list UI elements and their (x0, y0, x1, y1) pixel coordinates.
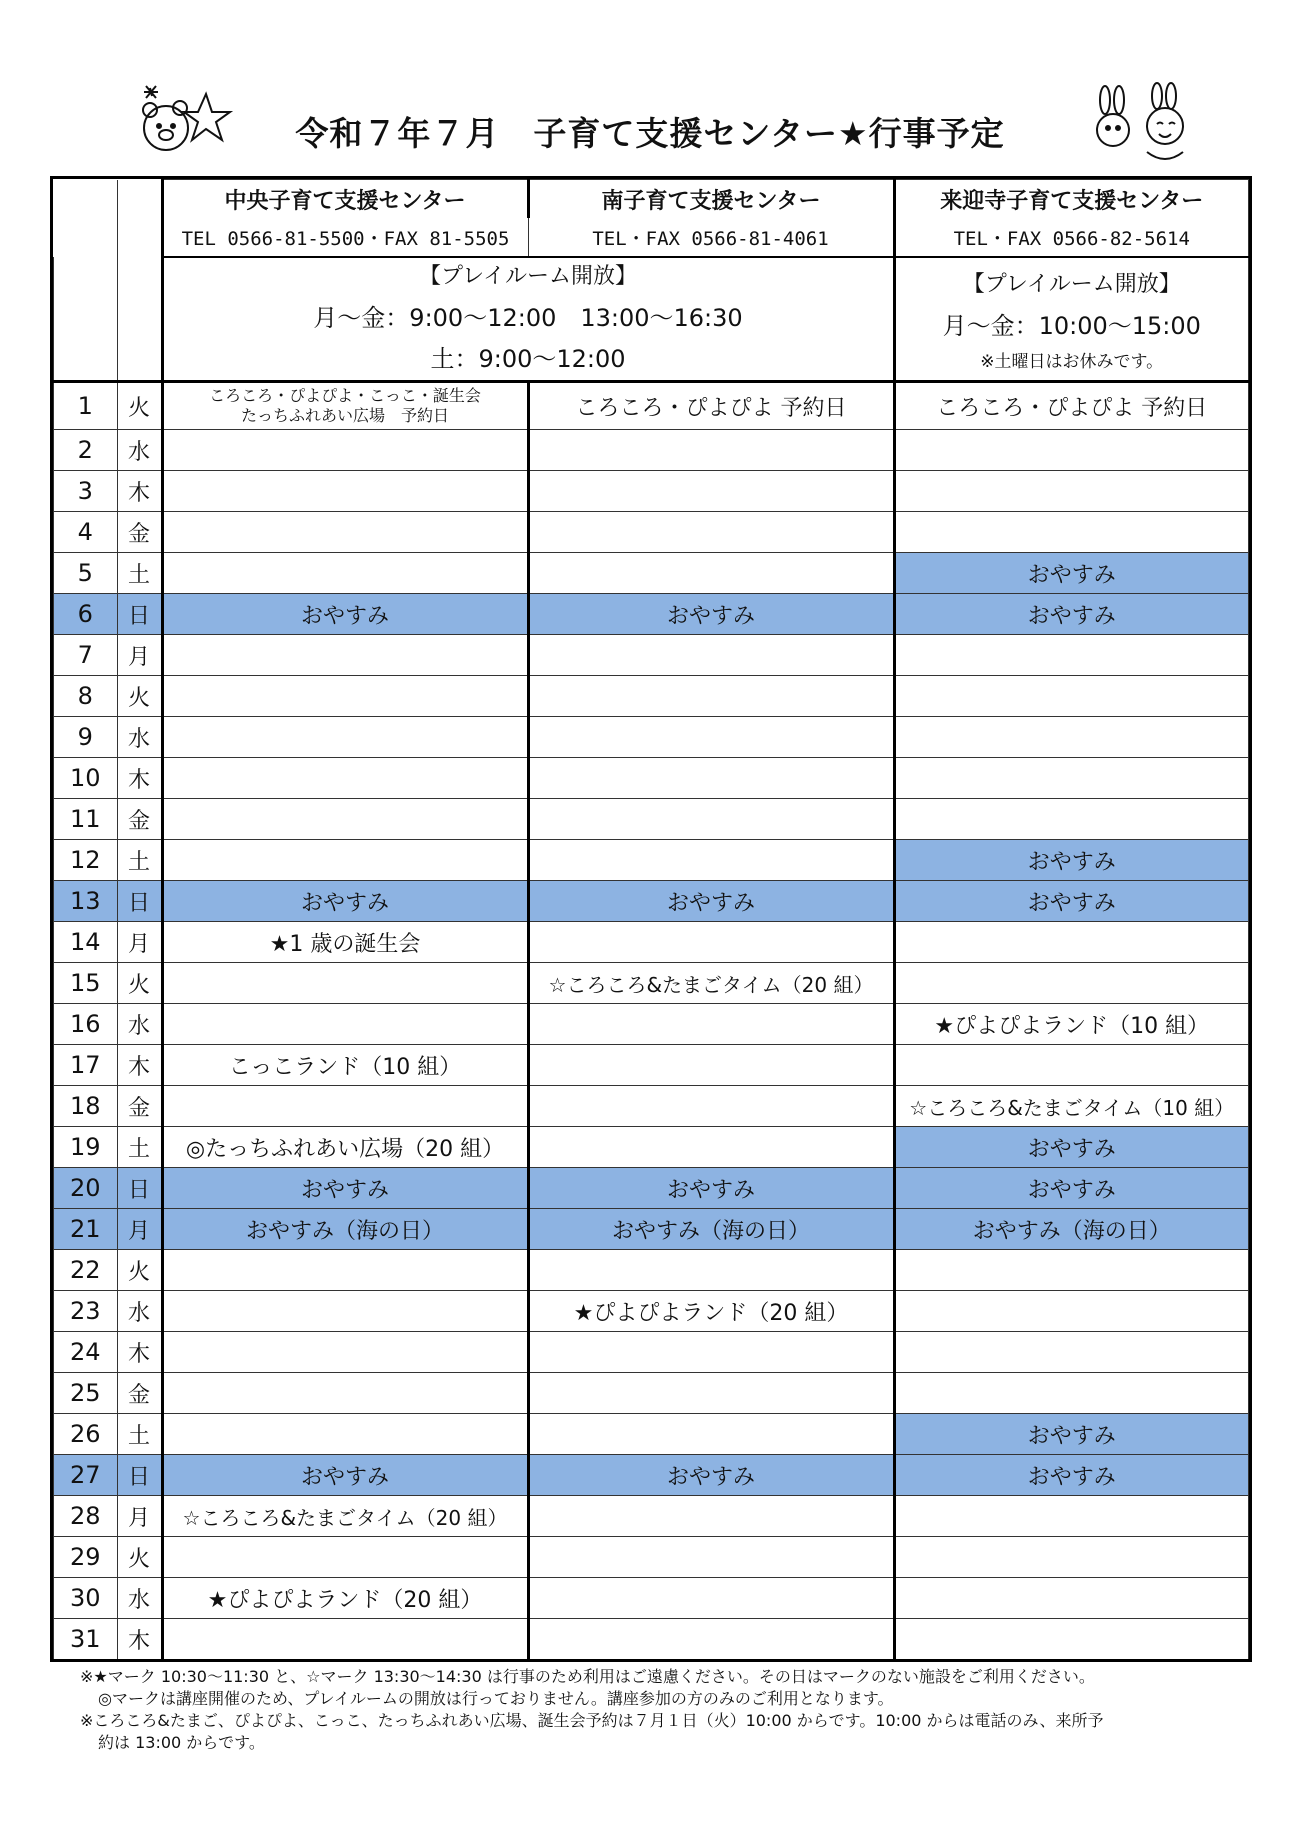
weekday: 日 (117, 1455, 162, 1496)
day-number: 14 (54, 922, 118, 963)
event-minami (528, 635, 894, 676)
event-chuo: ☆ころころ&たまごタイム（20 組） (162, 1496, 528, 1537)
day-row (54, 471, 1249, 512)
day-row (54, 881, 1249, 922)
day-number: 29 (54, 1537, 118, 1578)
event-raigo (894, 717, 1249, 758)
day-row (54, 553, 1249, 594)
event-minami: おやすみ (528, 1168, 894, 1209)
event-raigo: おやすみ (894, 840, 1249, 881)
day-row (54, 635, 1249, 676)
event-chuo: おやすみ (162, 1168, 528, 1209)
day-row (54, 512, 1249, 553)
footnote: 約は 13:00 からです。 (98, 1733, 265, 1752)
day-row (54, 1086, 1249, 1127)
event-chuo (162, 676, 528, 717)
event-raigo: おやすみ (894, 1127, 1249, 1168)
day-row (54, 1209, 1249, 1250)
playroom-weekday-hours: 月～金：9:00～12:00 13:00～16:30 (313, 303, 743, 332)
day-row (54, 1455, 1249, 1496)
day-number: 28 (54, 1496, 118, 1537)
weekday: 木 (117, 1045, 162, 1086)
event-minami (528, 1332, 894, 1373)
event-minami (528, 1086, 894, 1127)
event-raigo: ころころ・ぴよぴよ 予約日 (894, 382, 1249, 430)
day-number: 1 (54, 382, 118, 430)
day-number: 22 (54, 1250, 118, 1291)
playroom-weekday-hours: 月～金：10:00～15:00 (942, 311, 1201, 340)
event-minami (528, 1127, 894, 1168)
weekday: 月 (117, 922, 162, 963)
day-row (54, 382, 1249, 430)
event-minami (528, 430, 894, 471)
rabbits-illustration (1085, 82, 1205, 172)
day-number: 2 (54, 430, 118, 471)
weekday: 火 (117, 382, 162, 430)
event-chuo (162, 1291, 528, 1332)
center-tel-raigo: TEL・FAX 0566-82-5614 (894, 218, 1249, 257)
day-row (54, 676, 1249, 717)
event-minami (528, 553, 894, 594)
day-number: 6 (54, 594, 118, 635)
weekday: 金 (117, 1086, 162, 1127)
day-number: 18 (54, 1086, 118, 1127)
event-raigo: おやすみ (894, 881, 1249, 922)
playroom-note: ※土曜日はお休みです。 (980, 351, 1164, 372)
day-row (54, 1168, 1249, 1209)
page-title: 令和７年７月 子育て支援センター★行事予定 (295, 114, 1005, 153)
day-number: 19 (54, 1127, 118, 1168)
event-minami: ころころ・ぴよぴよ 予約日 (528, 382, 894, 430)
weekday: 金 (117, 799, 162, 840)
day-number: 25 (54, 1373, 118, 1414)
event-minami: おやすみ（海の日） (528, 1209, 894, 1250)
weekday: 水 (117, 1291, 162, 1332)
day-number: 15 (54, 963, 118, 1004)
event-raigo: おやすみ (894, 1414, 1249, 1455)
event-chuo (162, 512, 528, 553)
weekday: 木 (117, 1332, 162, 1373)
event-minami: おやすみ (528, 881, 894, 922)
event-minami (528, 922, 894, 963)
event-chuo (162, 758, 528, 799)
weekday: 日 (117, 881, 162, 922)
day-number: 17 (54, 1045, 118, 1086)
event-raigo (894, 1578, 1249, 1619)
event-raigo (894, 963, 1249, 1004)
day-row (54, 1250, 1249, 1291)
day-row (54, 1045, 1249, 1086)
event-chuo (162, 1332, 528, 1373)
weekday: 土 (117, 1414, 162, 1455)
event-raigo (894, 1045, 1249, 1086)
footnote: ※ころころ&たまご、ぴよぴよ、こっこ、たっちふれあい広場、誕生会予約は７月１日（火）10:00 からです。10:00 からは電話のみ、来所予 (80, 1711, 1104, 1730)
center-tel-chuo: TEL 0566-81-5500・FAX 81-5505 (162, 218, 528, 257)
event-raigo (894, 1250, 1249, 1291)
event-minami: おやすみ (528, 594, 894, 635)
day-row (54, 430, 1249, 471)
event-chuo (162, 635, 528, 676)
day-row (54, 1537, 1249, 1578)
event-raigo: ★ぴよぴよランド（10 組） (894, 1004, 1249, 1045)
header-blank (54, 180, 118, 219)
day-row (54, 1496, 1249, 1537)
event-chuo: おやすみ（海の日） (162, 1209, 528, 1250)
day-number: 31 (54, 1619, 118, 1660)
day-number: 21 (54, 1209, 118, 1250)
weekday: 水 (117, 1004, 162, 1045)
event-chuo: ころころ・ぴよぴよ・こっこ・誕生会 たっちふれあい広場 予約日 (162, 382, 528, 430)
header-blank (117, 180, 162, 219)
event-chuo: おやすみ (162, 1455, 528, 1496)
weekday: 火 (117, 1537, 162, 1578)
event-chuo (162, 840, 528, 881)
day-row (54, 1332, 1249, 1373)
event-minami (528, 1619, 894, 1660)
event-minami (528, 1004, 894, 1045)
day-row (54, 922, 1249, 963)
day-number: 26 (54, 1414, 118, 1455)
day-number: 20 (54, 1168, 118, 1209)
event-chuo (162, 717, 528, 758)
day-number: 13 (54, 881, 118, 922)
event-chuo (162, 1414, 528, 1455)
playroom-hours-main (162, 257, 894, 382)
event-chuo (162, 553, 528, 594)
playroom-saturday-hours: 土：9:00～12:00 (430, 344, 626, 373)
event-minami (528, 1373, 894, 1414)
event-minami (528, 799, 894, 840)
event-chuo (162, 430, 528, 471)
weekday: 月 (117, 1496, 162, 1537)
event-chuo (162, 1619, 528, 1660)
event-chuo (162, 1537, 528, 1578)
day-number: 8 (54, 676, 118, 717)
day-number: 12 (54, 840, 118, 881)
weekday: 木 (117, 1619, 162, 1660)
center-tel-minami: TEL・FAX 0566-81-4061 (528, 218, 894, 257)
weekday: 土 (117, 1127, 162, 1168)
weekday: 木 (117, 758, 162, 799)
day-row (54, 1414, 1249, 1455)
event-minami: ☆ころころ&たまごタイム（20 組） (528, 963, 894, 1004)
center-name-chuo: 中央子育て支援センター (162, 180, 528, 219)
weekday: 土 (117, 840, 162, 881)
weekday: 水 (117, 1578, 162, 1619)
day-row (54, 1619, 1249, 1660)
weekday: 土 (117, 553, 162, 594)
weekday: 火 (117, 1250, 162, 1291)
day-row (54, 799, 1249, 840)
weekday: 日 (117, 1168, 162, 1209)
event-raigo (894, 1332, 1249, 1373)
day-row (54, 717, 1249, 758)
weekday: 金 (117, 1373, 162, 1414)
playroom-title: 【プレイルーム開放】 (418, 263, 638, 289)
day-row (54, 840, 1249, 881)
event-chuo: こっこランド（10 組） (162, 1045, 528, 1086)
event-raigo (894, 1291, 1249, 1332)
event-raigo (894, 512, 1249, 553)
day-number: 4 (54, 512, 118, 553)
event-raigo (894, 922, 1249, 963)
day-number: 9 (54, 717, 118, 758)
event-chuo (162, 963, 528, 1004)
day-row (54, 1291, 1249, 1332)
day-number: 27 (54, 1455, 118, 1496)
day-row (54, 758, 1249, 799)
weekday: 水 (117, 717, 162, 758)
day-number: 3 (54, 471, 118, 512)
day-number: 7 (54, 635, 118, 676)
event-minami: ★ぴよぴよランド（20 組） (528, 1291, 894, 1332)
event-minami (528, 512, 894, 553)
day-row (54, 1373, 1249, 1414)
weekday: 水 (117, 430, 162, 471)
weekday: 木 (117, 471, 162, 512)
event-raigo (894, 1496, 1249, 1537)
day-number: 5 (54, 553, 118, 594)
day-number: 23 (54, 1291, 118, 1332)
event-chuo (162, 471, 528, 512)
playroom-title: 【プレイルーム開放】 (962, 271, 1181, 297)
event-chuo: おやすみ (162, 881, 528, 922)
event-raigo (894, 799, 1249, 840)
event-raigo: おやすみ (894, 553, 1249, 594)
day-number: 10 (54, 758, 118, 799)
center-name-minami: 南子育て支援センター (528, 180, 894, 219)
event-minami (528, 1537, 894, 1578)
event-chuo: ★ぴよぴよランド（20 組） (162, 1578, 528, 1619)
day-row (54, 963, 1249, 1004)
event-minami (528, 676, 894, 717)
event-raigo (894, 1537, 1249, 1578)
day-row (54, 594, 1249, 635)
weekday: 火 (117, 676, 162, 717)
event-chuo: ◎たっちふれあい広場（20 組） (162, 1127, 528, 1168)
day-row (54, 1004, 1249, 1045)
event-raigo (894, 635, 1249, 676)
event-raigo (894, 1619, 1249, 1660)
event-minami (528, 1250, 894, 1291)
weekday: 金 (117, 512, 162, 553)
event-minami (528, 840, 894, 881)
event-minami (528, 758, 894, 799)
event-raigo (894, 471, 1249, 512)
weekday: 月 (117, 635, 162, 676)
event-raigo (894, 1373, 1249, 1414)
event-chuo (162, 1373, 528, 1414)
event-raigo (894, 676, 1249, 717)
event-minami (528, 1496, 894, 1537)
event-raigo (894, 430, 1249, 471)
event-chuo: ★1 歳の誕生会 (162, 922, 528, 963)
schedule-table (50, 176, 1252, 1662)
event-chuo: おやすみ (162, 594, 528, 635)
day-number: 24 (54, 1332, 118, 1373)
weekday: 月 (117, 1209, 162, 1250)
day-row (54, 1127, 1249, 1168)
day-number: 30 (54, 1578, 118, 1619)
event-minami (528, 1578, 894, 1619)
footnote: ※★マーク 10:30～11:30 と、☆マーク 13:30～14:30 は行事のため利用はご遠慮ください。その日はマークのない施設をご利用ください。 (80, 1667, 1095, 1686)
event-raigo: ☆ころころ&たまごタイム（10 組） (894, 1086, 1249, 1127)
center-name-raigo: 来迎寺子育て支援センター (894, 180, 1249, 219)
day-number: 11 (54, 799, 118, 840)
weekday: 火 (117, 963, 162, 1004)
weekday: 日 (117, 594, 162, 635)
event-chuo (162, 799, 528, 840)
event-raigo: おやすみ (894, 594, 1249, 635)
event-minami (528, 471, 894, 512)
footnotes (80, 1666, 1260, 1754)
event-chuo (162, 1086, 528, 1127)
event-minami (528, 717, 894, 758)
event-raigo: おやすみ (894, 1455, 1249, 1496)
event-minami (528, 1045, 894, 1086)
event-chuo (162, 1250, 528, 1291)
day-number: 16 (54, 1004, 118, 1045)
event-minami: おやすみ (528, 1455, 894, 1496)
footnote: ◎マークは講座開催のため、プレイルームの開放は行っておりません。講座参加の方のみのご利用となります。 (98, 1689, 894, 1708)
day-row (54, 1578, 1249, 1619)
event-chuo (162, 1004, 528, 1045)
event-raigo: おやすみ（海の日） (894, 1209, 1249, 1250)
event-raigo (894, 758, 1249, 799)
event-raigo: おやすみ (894, 1168, 1249, 1209)
playroom-hours-raigo (894, 257, 1249, 382)
event-minami (528, 1414, 894, 1455)
